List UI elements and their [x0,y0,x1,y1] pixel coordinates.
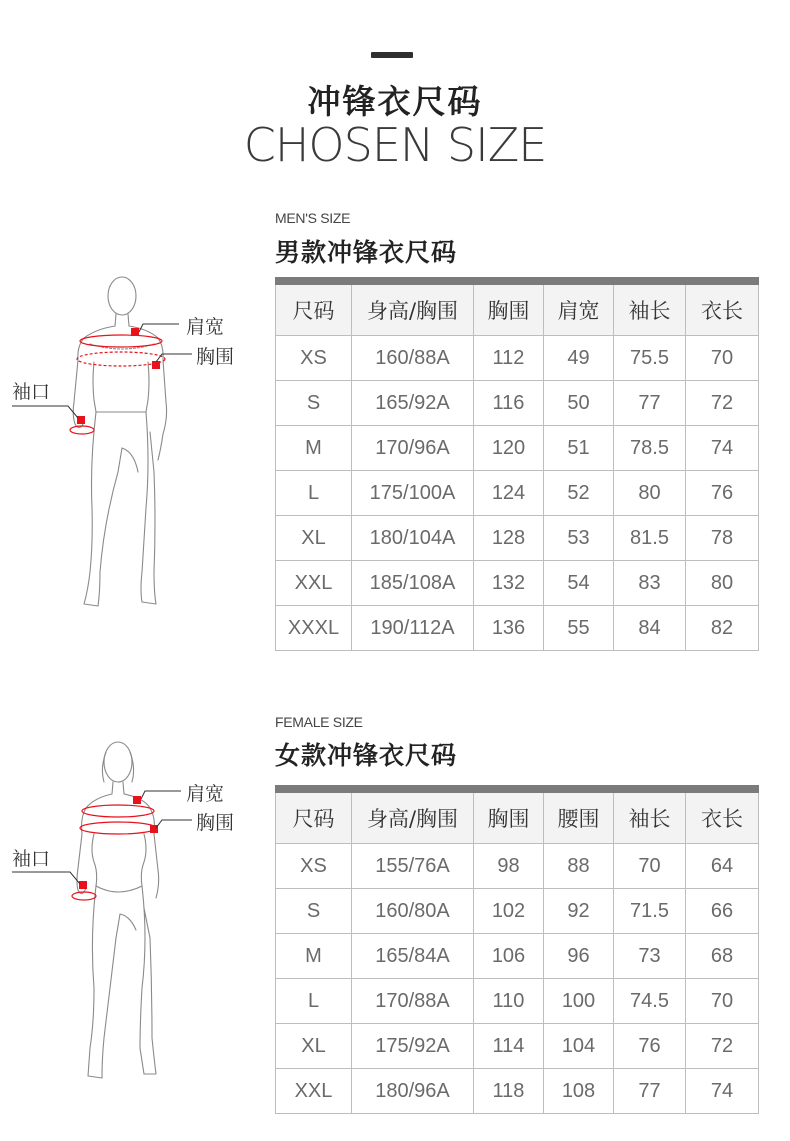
table-cell: 155/76A [352,844,474,889]
table-cell: 136 [474,606,544,651]
table-cell: S [276,381,352,426]
top-accent-bar [371,52,413,58]
table-cell: L [276,471,352,516]
table-cell: 160/88A [352,336,474,381]
table-cell: 100 [544,979,614,1024]
table-cell: XXXL [276,606,352,651]
table-cell: 102 [474,889,544,934]
table-cell: S [276,889,352,934]
men-size-table [275,277,759,651]
table-cell: 160/80A [352,889,474,934]
table-cell: 72 [686,381,759,426]
table-cell: 180/96A [352,1069,474,1114]
table-cell: XXL [276,561,352,606]
table-cell: 114 [474,1024,544,1069]
table-cell: 92 [544,889,614,934]
table-cell: 55 [544,606,614,651]
column-header: 衣长 [686,281,759,336]
table-header-row [276,789,759,844]
column-header: 胸围 [474,281,544,336]
table-cell: 82 [686,606,759,651]
table-cell: 83 [614,561,686,606]
table-cell: 66 [686,889,759,934]
column-header: 身高/胸围 [352,789,474,844]
table-cell: 88 [544,844,614,889]
column-header: 袖长 [614,789,686,844]
table-cell: 74 [686,1069,759,1114]
table-cell: 175/100A [352,471,474,516]
table-cell: 108 [544,1069,614,1114]
table-cell: 78.5 [614,426,686,471]
men-label-cuff: 袖口 [12,381,51,403]
table-cell: 84 [614,606,686,651]
table-cell: XS [276,844,352,889]
column-header: 尺码 [276,281,352,336]
shoulder-marker [131,328,139,336]
table-cell: 180/104A [352,516,474,561]
table-cell: 124 [474,471,544,516]
page-title-cn: 冲锋衣尺码 [307,82,483,121]
table-cell: 80 [614,471,686,516]
table-cell: XL [276,1024,352,1069]
table-cell: 50 [544,381,614,426]
table-cell: XL [276,516,352,561]
table-cell: XS [276,336,352,381]
men-section-subtitle: MEN'S SIZE [275,210,351,226]
table-cell: 51 [544,426,614,471]
column-header: 袖长 [614,281,686,336]
table-cell: 64 [686,844,759,889]
table-cell: 118 [474,1069,544,1114]
table-cell: 116 [474,381,544,426]
table-cell: 77 [614,381,686,426]
table-cell: 54 [544,561,614,606]
women-label-shoulder: 肩宽 [186,783,225,805]
table-row [276,561,759,606]
table-cell: 106 [474,934,544,979]
table-cell: 128 [474,516,544,561]
table-row [276,1069,759,1114]
table-cell: 77 [614,1069,686,1114]
table-cell: M [276,426,352,471]
table-cell: 170/96A [352,426,474,471]
chest-leader-line [156,350,192,364]
table-cell: 80 [686,561,759,606]
table-row [276,934,759,979]
table-row [276,336,759,381]
table-header-row [276,281,759,336]
shoulder-leader-line [141,789,181,801]
table-cell: 185/108A [352,561,474,606]
table-cell: 70 [686,336,759,381]
table-cell: 165/92A [352,381,474,426]
page-title-en: CHOSEN SIZE [243,118,547,172]
shoulder-marker [133,796,141,804]
table-cell: L [276,979,352,1024]
column-header: 身高/胸围 [352,281,474,336]
table-row [276,471,759,516]
table-cell: 81.5 [614,516,686,561]
table-cell: 112 [474,336,544,381]
table-cell: 98 [474,844,544,889]
table-cell: 104 [544,1024,614,1069]
table-cell: 110 [474,979,544,1024]
men-section-title: 男款冲锋衣尺码 [275,238,458,267]
women-label-cuff: 袖口 [12,848,51,870]
shoulder-leader-line [139,322,179,334]
table-cell: XXL [276,1069,352,1114]
table-row [276,979,759,1024]
table-row [276,381,759,426]
table-cell: 49 [544,336,614,381]
table-cell: 175/92A [352,1024,474,1069]
table-cell: M [276,934,352,979]
column-header: 衣长 [686,789,759,844]
women-section-subtitle: FEMALE SIZE [275,714,363,730]
table-cell: 120 [474,426,544,471]
women-section-title: 女款冲锋衣尺码 [275,741,458,770]
table-row [276,1024,759,1069]
women-label-chest: 胸围 [196,812,235,834]
men-label-shoulder: 肩宽 [186,316,225,338]
table-cell: 132 [474,561,544,606]
table-cell: 73 [614,934,686,979]
table-row [276,516,759,561]
column-header: 尺码 [276,789,352,844]
table-cell: 78 [686,516,759,561]
table-row [276,844,759,889]
table-row [276,889,759,934]
table-cell: 75.5 [614,336,686,381]
chest-leader-line [156,816,192,830]
men-label-chest: 胸围 [196,346,235,368]
table-cell: 71.5 [614,889,686,934]
table-cell: 70 [686,979,759,1024]
table-cell: 70 [614,844,686,889]
table-row [276,606,759,651]
table-cell: 53 [544,516,614,561]
table-cell: 96 [544,934,614,979]
table-cell: 170/88A [352,979,474,1024]
table-cell: 74.5 [614,979,686,1024]
women-size-table [275,785,759,1114]
table-cell: 76 [614,1024,686,1069]
table-cell: 52 [544,471,614,516]
table-cell: 165/84A [352,934,474,979]
table-cell: 190/112A [352,606,474,651]
table-row [276,426,759,471]
column-header: 胸围 [474,789,544,844]
table-cell: 76 [686,471,759,516]
table-cell: 74 [686,426,759,471]
table-cell: 72 [686,1024,759,1069]
column-header: 腰围 [544,789,614,844]
column-header: 肩宽 [544,281,614,336]
table-cell: 68 [686,934,759,979]
